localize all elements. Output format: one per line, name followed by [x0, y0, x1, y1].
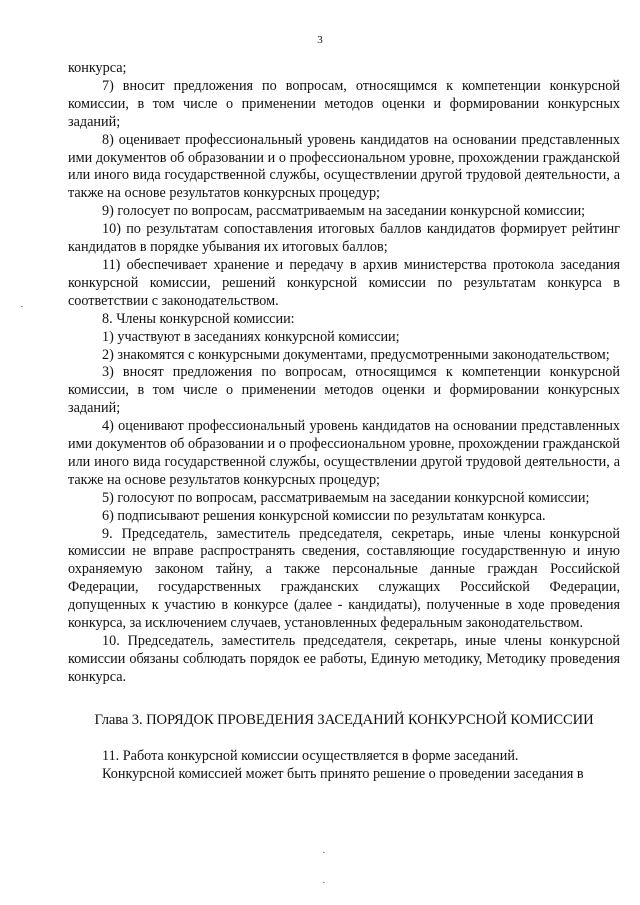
paragraph: 9) голосует по вопросам, рассматриваемым на заседании конкурсной комиссии;	[102, 203, 586, 220]
paragraph: 2) знакомятся с конкурсными документами, предусмотренными законодательством;	[102, 346, 610, 363]
page-number: 3	[317, 34, 323, 46]
paragraph: 1) участвуют в заседаниях конкурсной комиссии;	[102, 328, 400, 345]
paragraph: 7) вносит предложения по вопросам, относящимся к компетенции конкурсной комиссии, в том числе о применении методов оценки и формировании конкурсных заданий;	[68, 77, 620, 130]
paragraph: 9. Председатель, заместитель председателя, секретарь, иные члены конкурсной комиссии не вправе распространять сведения, составляющие государственную и иную охраняемую законом тайну, а также персональные данные граждан Российской Федерации, государственных гражданских служащих Российской Федерации, допущенных к участию в конкурсе (далее - кандидаты), полученные в ходе проведения конкурса, за исключением случаев, установленных федеральным законодательством.	[68, 525, 620, 632]
paragraph: 3) вносят предложения по вопросам, относящимся к компетенции конкурсной комиссии, в том числе о применении методов оценки и формировании конкурсных заданий;	[68, 364, 620, 417]
paragraph: Конкурсной комиссией может быть принято решение о проведении заседания в	[102, 765, 584, 782]
document-body	[68, 60, 620, 783]
paragraph: 5) голосуют по вопросам, рассматриваемым на заседании конкурсной комиссии;	[102, 489, 590, 506]
scan-speck: ·	[322, 847, 326, 859]
paragraph: 10) по результатам сопоставления итоговых баллов кандидатов формирует рейтинг кандидатов в порядке убывания их итоговых баллов;	[68, 221, 620, 256]
scan-speck: ·	[20, 301, 24, 313]
paragraph: 8. Члены конкурсной комиссии:	[102, 310, 295, 327]
paragraph: 8) оценивает профессиональный уровень кандидатов на основании представленных ими документов об образовании и о профессиональном уровне, прохождении гражданской или иного вида государственной службы, осуществлении другой трудовой деятельности, а также на основе результатов конкурсных процедур;	[68, 131, 620, 202]
paragraph: 11. Работа конкурсной комиссии осуществляется в форме заседаний.	[102, 747, 519, 764]
scan-speck: ·	[322, 877, 326, 889]
paragraph: конкурса;	[68, 60, 127, 76]
paragraph: 11) обеспечивает хранение и передачу в архив министерства протокола заседания конкурсной комиссии, решений конкурсной комиссии по результатам конкурса в соответствии с законодательством.	[68, 256, 620, 309]
paragraph: 10. Председатель, заместитель председателя, секретарь, иные члены конкурсной комиссии обязаны соблюдать порядок ее работы, Единую методику, Методику проведения конкурса.	[68, 633, 620, 685]
chapter-heading: Глава 3. ПОРЯДОК ПРОВЕДЕНИЯ ЗАСЕДАНИЙ КОНКУРСНОЙ КОМИССИИ	[94, 711, 594, 728]
paragraph: 4) оценивают профессиональный уровень кандидатов на основании представленных ими документов об образовании и о профессиональном уровне, прохождении гражданской или иного вида государственной службы, осуществлении другой трудовой деятельности, а также на основе результатов конкурсных процедур;	[68, 418, 620, 488]
paragraph: 6) подписывают решения конкурсной комиссии по результатам конкурса.	[102, 507, 546, 524]
